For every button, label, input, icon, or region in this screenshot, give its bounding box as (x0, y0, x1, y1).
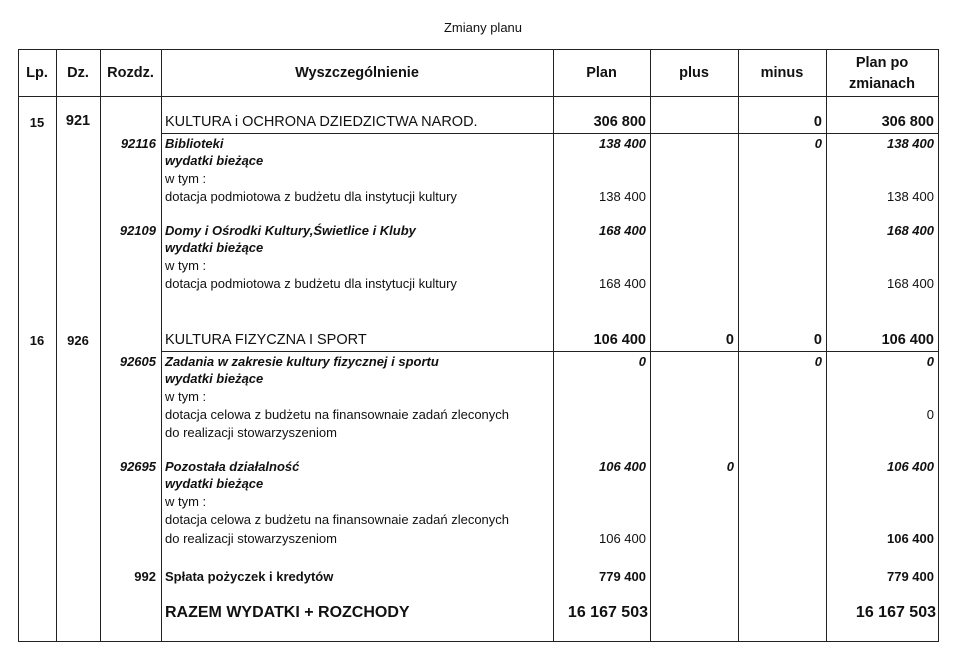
total-plan-po: 16 167 503 (855, 604, 936, 621)
section-plan-po: 306 800 (881, 114, 934, 130)
chapter-plan-po: 106 400 (887, 459, 934, 474)
chapter-detail-line1: dotacja celowa z budżetu na finansownaie zadań zleconych (165, 407, 510, 422)
chapter-wtym: w tym : (165, 171, 207, 186)
section-name: KULTURA FIZYCZNA I SPORT (165, 332, 367, 348)
chapter-minus: 0 (814, 354, 822, 369)
chapter-plan: 168 400 (599, 223, 646, 238)
chapter-name: Pozostała działalność (165, 459, 300, 474)
total-name: RAZEM WYDATKI + ROZCHODY (165, 604, 410, 621)
header-plan: Plan (586, 65, 617, 81)
header-wyszczegolnienie: Wyszczególnienie (295, 65, 419, 81)
section-plus: 0 (725, 332, 734, 348)
section-lp: 15 (29, 115, 45, 130)
chapter-plan-po: 168 400 (887, 223, 934, 238)
detail-plan: 168 400 (599, 276, 646, 291)
section-plan: 306 800 (593, 114, 646, 130)
detail-plan-po: 168 400 (887, 276, 934, 291)
chapter-name: Domy i Ośrodki Kultury,Świetlice i Kluby (165, 223, 416, 238)
section-name: KULTURA i OCHRONA DZIEDZICTWA NAROD. (165, 114, 478, 130)
total-plan: 16 167 503 (567, 604, 648, 621)
detail-plan: 106 400 (599, 531, 646, 546)
section-dz: 926 (67, 333, 89, 348)
section-minus: 0 (813, 114, 822, 130)
detail-plan-po: 106 400 (887, 531, 934, 546)
header-lp: Lp. (26, 65, 48, 81)
header-plan-po-line1: Plan po (855, 55, 909, 71)
section-plan-po: 106 400 (881, 332, 934, 348)
chapter-plan: 0 (638, 354, 646, 369)
chapter-detail: dotacja podmiotowa z budżetu dla instytucji kultury (165, 189, 457, 204)
header-plus: plus (679, 65, 709, 81)
chapter-name: Biblioteki (165, 136, 224, 151)
chapter-wtym: w tym : (165, 389, 207, 404)
chapter-sub: wydatki bieżące (165, 240, 264, 255)
chapter-wtym: w tym : (165, 494, 207, 509)
chapter-minus: 0 (814, 136, 822, 151)
chapter-detail-line1: dotacja celowa z budżetu na finansownaie zadań zleconych (165, 512, 510, 527)
detail-plan-po: 138 400 (887, 189, 934, 204)
chapter-detail-line2: do realizacji stowarzyszeniom (165, 531, 337, 546)
chapter-plan: 138 400 (599, 136, 646, 151)
splata-plan-po: 779 400 (887, 569, 934, 584)
chapter-wtym: w tym : (165, 258, 207, 273)
section-plan: 106 400 (593, 332, 646, 348)
chapter-sub: wydatki bieżące (165, 476, 264, 491)
section-lp: 16 (29, 333, 45, 348)
chapter-rozdz: 92116 (120, 136, 156, 151)
chapter-sub: wydatki bieżące (165, 371, 264, 386)
detail-plan: 138 400 (599, 189, 646, 204)
chapter-plan-po: 138 400 (887, 136, 934, 151)
chapter-name: Zadania w zakresie kultury fizycznej i sportu (165, 354, 439, 369)
header-minus: minus (760, 65, 804, 81)
chapter-detail-line2: do realizacji stowarzyszeniom (165, 425, 337, 440)
splata-rozdz: 992 (134, 569, 156, 584)
chapter-detail: dotacja podmiotowa z budżetu dla instytucji kultury (165, 276, 457, 291)
header-dz: Dz. (67, 65, 89, 81)
chapter-rozdz: 92109 (119, 223, 156, 238)
chapter-plan-po: 0 (926, 354, 934, 369)
header-plan-po-line2: zmianach (848, 76, 916, 92)
splata-name: Spłata pożyczek i kredytów (165, 569, 334, 584)
detail-plan-po: 0 (926, 407, 934, 422)
section-dz: 921 (65, 113, 91, 129)
document-title: Zmiany planu (443, 20, 523, 35)
chapter-rozdz: 92695 (119, 459, 156, 474)
splata-plan: 779 400 (599, 569, 646, 584)
chapter-plan: 106 400 (599, 459, 646, 474)
chapter-sub: wydatki bieżące (165, 153, 264, 168)
section-minus: 0 (813, 332, 822, 348)
chapter-plus: 0 (726, 459, 734, 474)
header-rozdz: Rozdz. (107, 65, 154, 81)
chapter-rozdz: 92605 (119, 354, 156, 369)
